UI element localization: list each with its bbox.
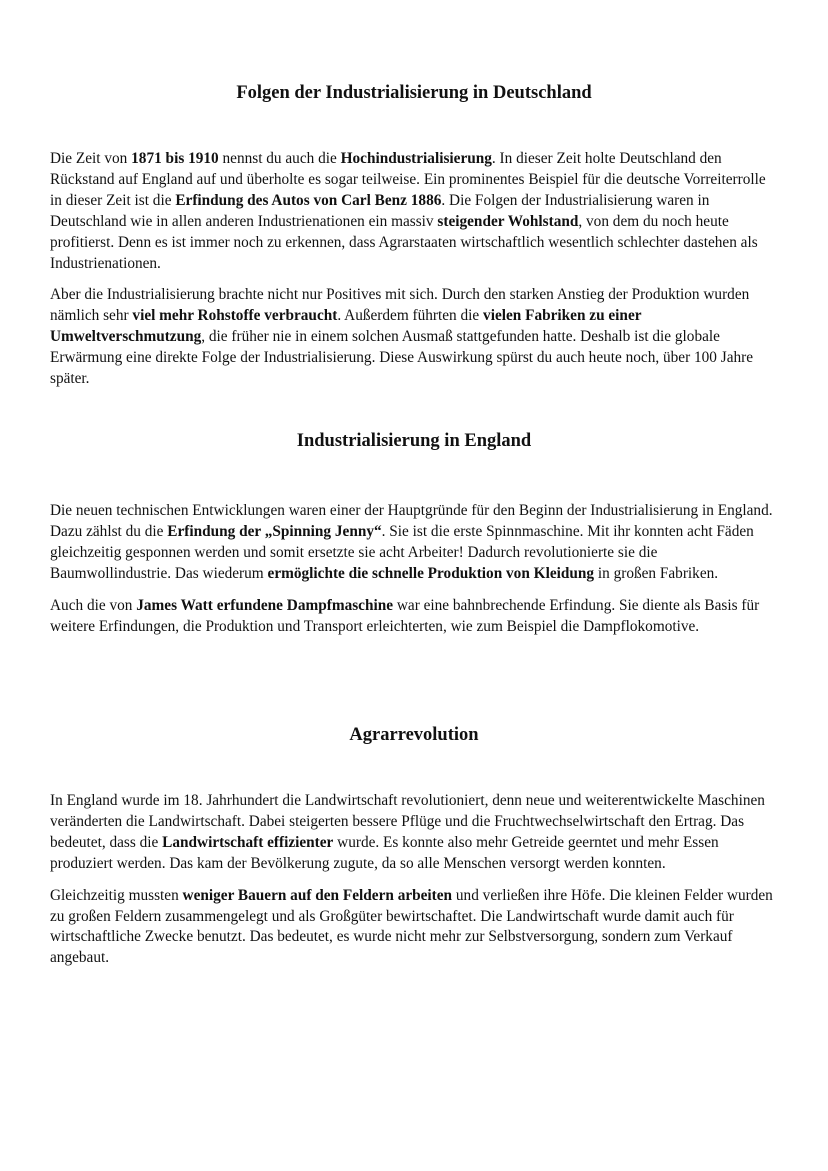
text-run: In England wurde im 18. Jahrhundert die Landwirtschaft revolutioniert, denn neue und weiterentwickelte Maschinen veränderten die Landwirtschaft. Dabei steigerten bessere Pflüge und die Fruchtwechselwirtschaft den Ertrag. Das bedeutet, dass die xyxy=(50,792,765,851)
text-run: Aber die Industrialisierung brachte nicht nur Positives mit sich. Durch den starken Anstieg der Produktion wurden nämlich sehr xyxy=(50,286,750,325)
bold-text: Erfindung der „Spinning Jenny“ xyxy=(167,522,382,540)
bold-text: viel mehr Rohstoffe verbraucht xyxy=(132,307,338,325)
bold-text: Landwirtschaft effizienter xyxy=(162,833,334,851)
bold-text: 1871 bis 1910 xyxy=(131,150,219,167)
section-england-body xyxy=(50,501,778,648)
paragraph xyxy=(50,596,778,638)
section-agrarrevolution-body xyxy=(50,791,778,980)
text-run: . Außerdem führten die xyxy=(337,307,484,325)
bold-text: ermöglichte die schnelle Produktion von Kleidung xyxy=(267,564,595,582)
text-run: nennst du auch die xyxy=(218,150,341,167)
bold-text: James Watt erfundene Dampfmaschine xyxy=(136,596,394,614)
text-run: war eine bahnbrechende Erfindung. Sie diente als Basis für weitere Erfindungen, die Produktion und Transport erleichterten, wie zum Beispiel die Dampflokomotive. xyxy=(50,596,760,635)
paragraph xyxy=(50,149,778,274)
text-run: . Die Folgen der Industrialisierung waren in Deutschland wie in allen anderen Industrienationen ein massiv xyxy=(50,191,710,230)
text-run: . In dieser Zeit holte Deutschland den Rückstand auf England auf und überholte es sogar teilweise. Ein prominentes Beispiel für die deutsche Vorreiterrolle in dieser Zeit ist die xyxy=(50,150,766,209)
paragraph xyxy=(50,285,778,390)
bold-text: steigender Wohlstand xyxy=(437,212,579,230)
paragraph xyxy=(50,886,778,970)
section-heading-agrarrevolution: Agrarrevolution xyxy=(349,725,479,745)
text-run: wurde. Es konnte also mehr Getreide geerntet und mehr Essen produziert werden. Das kam der Bevölkerung zugute, da so alle Menschen versorgt werden konnten. xyxy=(50,833,719,872)
text-run: Gleichzeitig mussten xyxy=(50,886,183,904)
text-run: , von dem du noch heute profitierst. Denn es ist immer noch zu erkennen, dass Agrarstaaten wirtschaftlich wesentlich schlechter dastehen als Industrienationen. xyxy=(50,212,758,272)
text-run: Auch die von xyxy=(50,596,137,614)
section-heading-germany: Folgen der Industrialisierung in Deutschland xyxy=(236,83,592,103)
bold-text: vielen Fabriken zu einer Umweltverschmutzung xyxy=(50,307,642,346)
bold-text: weniger Bauern auf den Feldern arbeiten xyxy=(182,886,453,904)
section-germany-body xyxy=(50,149,778,401)
section-heading-england: Industrialisierung in England xyxy=(296,431,532,451)
paragraph xyxy=(50,791,778,875)
bold-text: Hochindustrialisierung xyxy=(340,150,492,167)
text-run: und verließen ihre Höfe. Die kleinen Felder wurden zu großen Feldern zusammengelegt und als Großgüter bewirtschaftet. Die Landwirtschaft wurde damit auch für wirtschaftliche Zwecke benutzt. Das bedeutet, es wurde nicht mehr zur Selbstversorgung, sondern zum Verkauf angebaut. xyxy=(50,886,773,967)
text-run: Die neuen technischen Entwicklungen waren einer der Hauptgründe für den Beginn der Industrialisierung in England. Dazu zählst du die xyxy=(50,502,773,540)
paragraph xyxy=(50,501,778,585)
text-run: . Sie ist die erste Spinnmaschine. Mit ihr konnten acht Fäden gleichzeitig gesponnen werden und somit ersetzte sie acht Arbeiter! Dadurch revolutionierte sie die Baumwollindustrie. Das wiederum xyxy=(50,522,754,582)
text-run: Die Zeit von xyxy=(50,150,132,167)
text-run: , die früher nie in einem solchen Ausmaß stattgefunden hatte. Deshalb ist die globale Erwärmung eine direkte Folge der Industrialisierung. Diese Auswirkung spürst du auch heute noch, über 100 Jahre später. xyxy=(50,328,754,388)
bold-text: Erfindung des Autos von Carl Benz 1886 xyxy=(175,191,442,209)
text-run: in großen Fabriken. xyxy=(594,564,719,582)
